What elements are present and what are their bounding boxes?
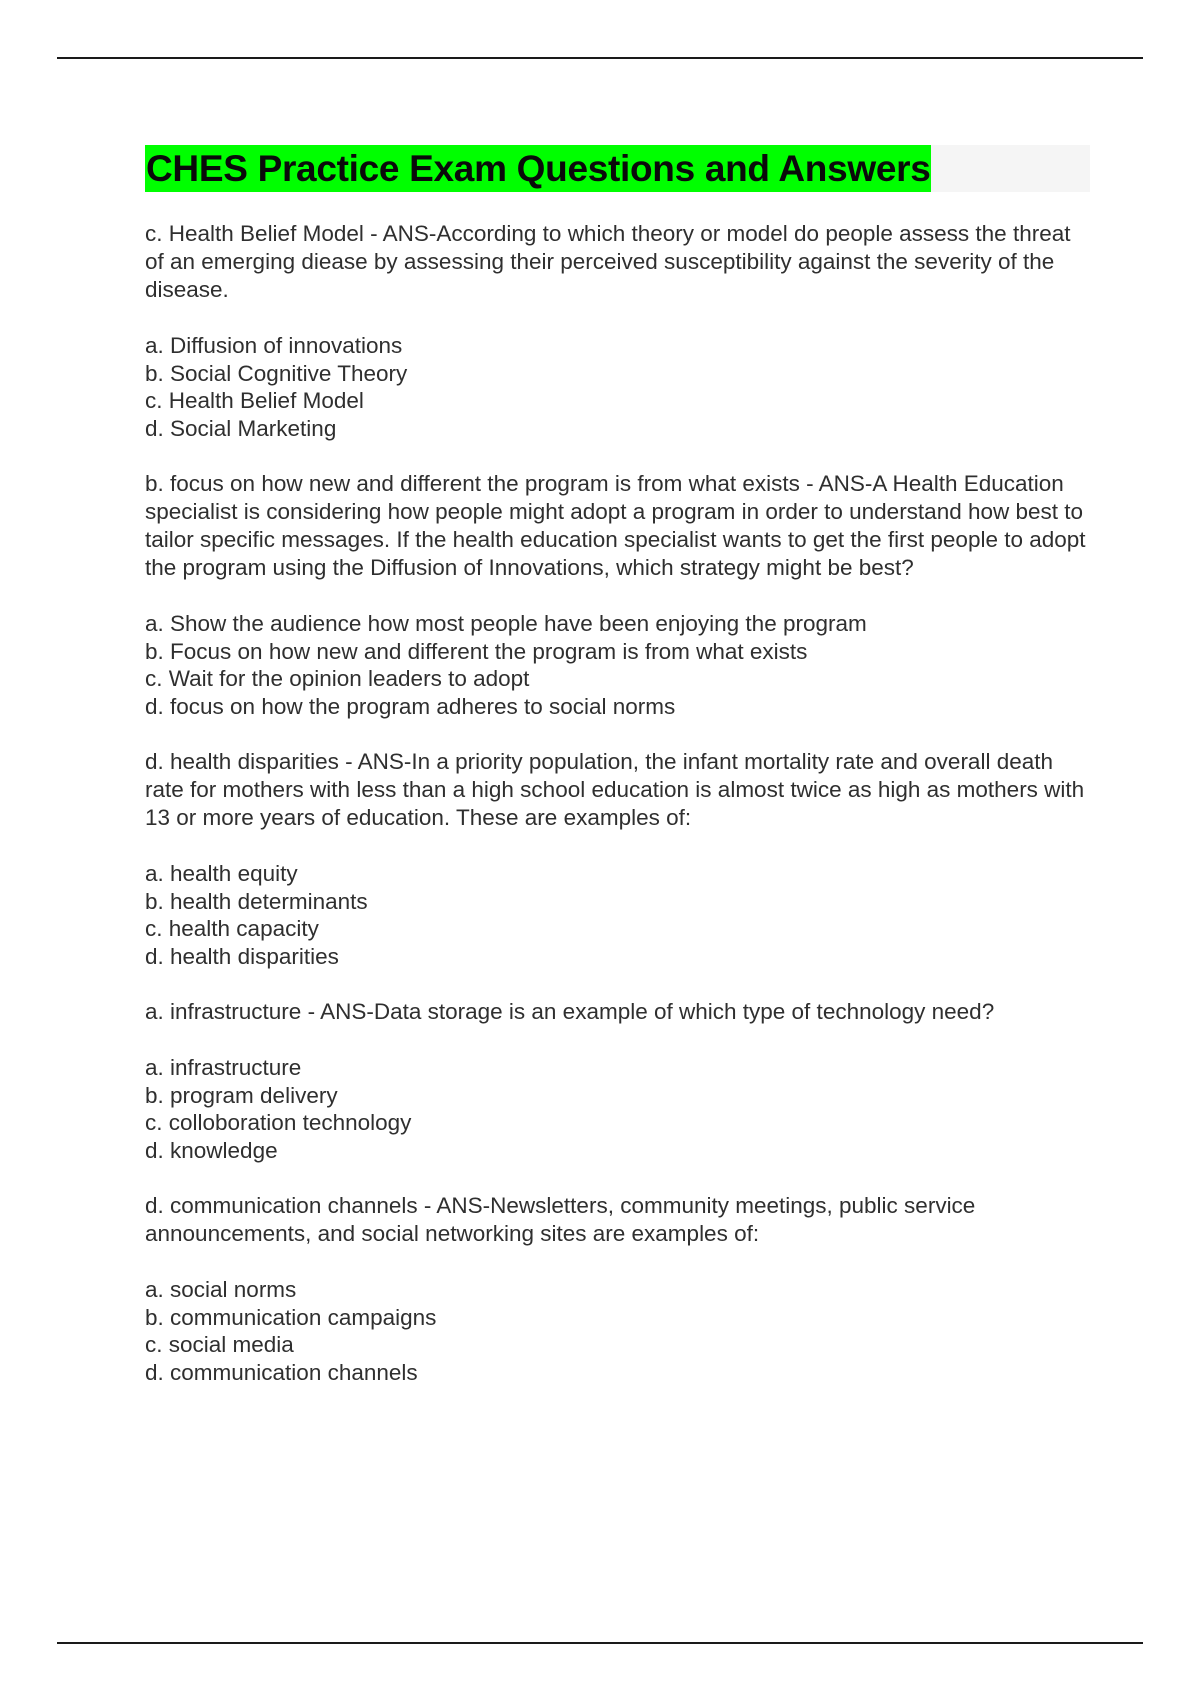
option-d: d. knowledge: [145, 1137, 278, 1163]
qa-item: [145, 748, 1090, 970]
question-text: b. focus on how new and different the program is from what exists - ANS-A Health Education specialist is considering how people might adopt a program in order to understand how best to tailor specific messages. If the health education specialist wants to get the first people to adopt the program using the Diffusion of Innovations, which strategy might be best?: [145, 471, 1086, 580]
answer-options: [145, 1276, 1090, 1386]
option-d: d. Social Marketing: [145, 415, 337, 441]
answer-options: [145, 860, 1090, 970]
option-a: a. social norms: [145, 1277, 297, 1302]
answer-options: [145, 1054, 1090, 1164]
option-b: b. Focus on how new and different the program is from what exists: [145, 638, 808, 664]
page-title: CHES Practice Exam Questions and Answers: [145, 145, 931, 192]
option-c: c. health capacity: [145, 916, 319, 941]
title-bar: [145, 145, 1090, 192]
option-c: c. colloboration technology: [145, 1110, 412, 1135]
option-b: b. health determinants: [145, 888, 368, 914]
qa-item: [145, 220, 1090, 442]
option-c: c. Wait for the opinion leaders to adopt: [145, 666, 530, 691]
option-d: d. communication channels: [145, 1359, 418, 1385]
question-text: a. infrastructure - ANS-Data storage is an example of which type of technology need?: [145, 999, 995, 1024]
option-c: c. social media: [145, 1332, 294, 1357]
option-b: b. communication campaigns: [145, 1304, 437, 1330]
qa-item: [145, 1192, 1090, 1386]
option-c: c. Health Belief Model: [145, 388, 364, 413]
option-b: b. Social Cognitive Theory: [145, 360, 408, 386]
option-a: a. Diffusion of innovations: [145, 333, 403, 358]
option-a: a. health equity: [145, 861, 298, 886]
top-rule: [57, 57, 1143, 59]
qa-item: [145, 470, 1090, 720]
question-text: d. communication channels - ANS-Newsletters, community meetings, public service announcements, and social networking sites are examples of:: [145, 1193, 976, 1246]
question-text: c. Health Belief Model - ANS-According to which theory or model do people assess the threat of an emerging diease by assessing their perceived susceptibility against the severity of the disease.: [145, 221, 1071, 302]
option-d: d. focus on how the program adheres to social norms: [145, 693, 676, 719]
question-text: d. health disparities - ANS-In a priority population, the infant mortality rate and overall death rate for mothers with less than a high school education is almost twice as high as mothers with 13 or more years of education. These are examples of:: [145, 749, 1085, 830]
answer-options: [145, 610, 1090, 720]
document-body: [145, 145, 1090, 1386]
option-a: a. Show the audience how most people have been enjoying the program: [145, 611, 867, 636]
option-a: a. infrastructure: [145, 1055, 302, 1080]
option-b: b. program delivery: [145, 1082, 338, 1108]
bottom-rule: [57, 1642, 1143, 1644]
answer-options: [145, 332, 1090, 442]
qa-item: [145, 998, 1090, 1164]
option-d: d. health disparities: [145, 943, 339, 969]
